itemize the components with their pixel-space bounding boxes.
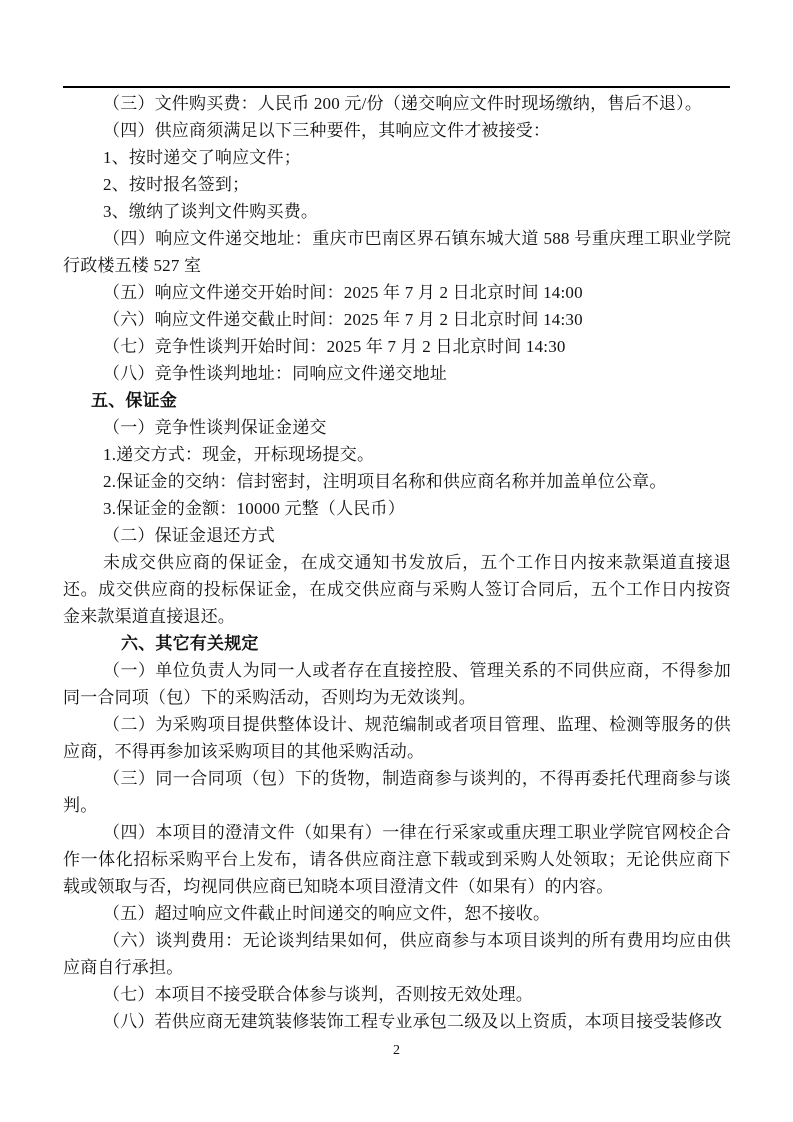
paragraph: （三）同一合同项（包）下的货物，制造商参与谈判的，不得再委托代理商参与谈判。 [63,769,731,815]
paragraph: 3.保证金的金额：10000 元整（人民币） [103,499,405,518]
paragraph: （八）竞争性谈判地址：同响应文件递交地址 [103,364,447,383]
paragraph: （五）超过响应文件截止时间递交的响应文件，恕不接收。 [103,904,551,923]
paragraph: （二）为采购项目提供整体设计、规范编制或者项目管理、监理、检测等服务的供应商，不得再参加该采购项目的其他采购活动。 [63,715,731,761]
paragraph: 3、缴纳了谈判文件购买费。 [103,202,319,221]
section-heading: 五、保证金 [91,391,177,410]
paragraph: 1、按时递交了响应文件； [103,148,301,167]
paragraph: 2、按时报名签到； [103,175,250,194]
paragraph: 2.保证金的交纳：信封密封，注明项目名称和供应商名称并加盖单位公章。 [103,472,667,491]
paragraph: （一）单位负责人为同一人或者存在直接控股、管理关系的不同供应商，不得参加同一合同项（包）下的采购活动，否则均为无效谈判。 [63,661,731,707]
paragraph: （七）本项目不接受联合体参与谈判，否则按无效处理。 [103,985,533,1004]
document-body [63,90,731,1035]
paragraph: （七）竞争性谈判开始时间：2025 年 7 月 2 日北京时间 14:30 [103,337,566,356]
header-rule [63,86,730,88]
paragraph: （二）保证金退还方式 [103,526,275,545]
page-number: 2 [393,1043,400,1058]
paragraph: （四）供应商须满足以下三种要件，其响应文件才被接受： [103,121,551,140]
paragraph: 1.递交方式：现金，开标现场提交。 [103,445,375,464]
paragraph: （八）若供应商无建筑装修装饰工程专业承包二级及以上资质，本项目接受装修改 [103,1012,723,1031]
paragraph: （六）响应文件递交截止时间：2025 年 7 月 2 日北京时间 14:30 [103,310,583,329]
paragraph: （六）谈判费用：无论谈判结果如何，供应商参与本项目谈判的所有费用均应由供应商自行承担。 [63,931,731,977]
paragraph: （四）本项目的澄清文件（如果有）一律在行采家或重庆理工职业学院官网校企合作一体化招标采购平台上发布，请各供应商注意下载或到采购人处领取；无论供应商下载或领取与否，均视同供应商已知晓本项目澄清文件（如果有）的内容。 [63,823,731,896]
paragraph: （一）竞争性谈判保证金递交 [103,418,327,437]
paragraph: （五）响应文件递交开始时间：2025 年 7 月 2 日北京时间 14:00 [103,283,583,302]
paragraph: （三）文件购买费：人民币 200 元/份（递交响应文件时现场缴纳，售后不退）。 [103,94,703,113]
paragraph: （四）响应文件递交地址：重庆市巴南区界石镇东城大道 588 号重庆理工职业学院行政楼五楼 527 室 [63,229,731,275]
section-heading: 六、其它有关规定 [121,634,259,653]
paragraph: 未成交供应商的保证金，在成交通知书发放后，五个工作日内按来款渠道直接退还。成交供应商的投标保证金，在成交供应商与采购人签订合同后，五个工作日内按资金来款渠道直接退还。 [63,553,731,626]
